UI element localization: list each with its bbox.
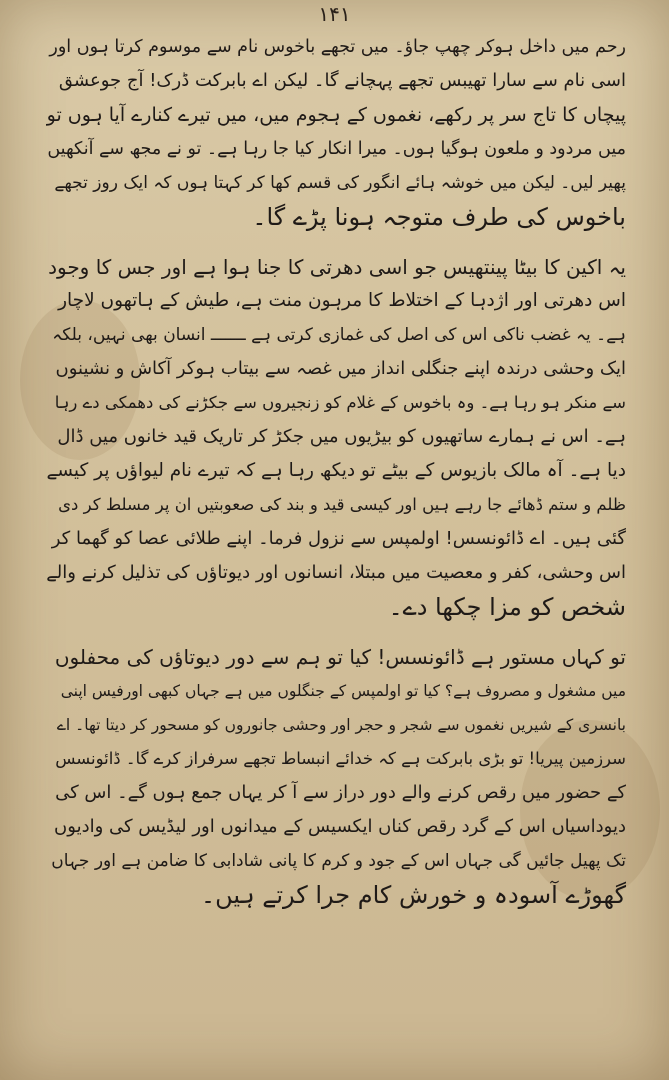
text-line: شخص کو مزا چکھا دے۔: [388, 593, 626, 621]
text-line: ہے۔ یہ غضب ناکی اس کی اصل کی غمازی کرتی ہے ـــــــ انسان بھی نہیں، بلکہ: [52, 325, 626, 345]
paragraph: [46, 640, 626, 912]
text-line: پیچاں کا تاج سر پر رکھے، نغموں کے ہجوم میں، میں تیرے کنارے آیا ہوں تو: [46, 104, 626, 126]
text-line: سے منکر ہو رہا ہے۔ وہ باخوس کے غلام کو زنجیروں سے جکڑنے کی دھمکی دے رہا: [54, 393, 626, 412]
text-line: اسی نام سے سارا تھیبس تجھے پہچانے گا۔ لیکن اے بابرکت ڈرک! آج جوعشق: [58, 70, 626, 91]
text-line: گھوڑے آسودہ و خورش کام جرا کرتے ہیں۔: [201, 881, 626, 909]
text-line: کے حضور میں رقص کرنے والے دور دراز سے آ کر یہاں جمع ہوں گے۔ اس کی: [55, 782, 626, 803]
text-line: یہ اکین کا بیٹا پینتھیس جو اسی دھرتی کا جنا ہوا ہے اور جس کا وجود: [48, 255, 626, 279]
text-line: اس دھرتی اور اژدہا کے اختلاط کا مرہون منت ہے، طیش کے ہاتھوں لاچار: [58, 290, 626, 311]
text-line: اس وحشی، کفر و معصیت میں مبتلا، انسانوں اور دیوتاؤں کی تذلیل کرنے والے: [46, 562, 626, 583]
text-line: دیا ہے۔ آہ مالک بازیوس کے بیٹے تو دیکھ رہا ہے کہ تیرے نام لیواؤں پر کیسے: [46, 460, 626, 481]
text-line: رحم میں داخل ہوکر چھپ جاؤ۔ میں تجھے باخوس نام سے موسوم کرتا ہوں اور: [49, 37, 626, 57]
text-line: دیوداسیاں اس کے گرد رقص کناں ایکسیس کے میدانوں اور لیڈیس کی وادیوں: [54, 816, 626, 837]
text-line: ایک وحشی درندہ اپنے جنگلی انداز میں غصہ سے بیتاب ہوکر آکاش و نشینوں: [55, 358, 626, 379]
text-line: سرزمین پیریا! تو بڑی بابرکت ہے کہ خدائے انبساط تجھے سرفراز کرے گا۔ ڈائونسس: [55, 749, 626, 768]
text-line: پھیر لیں۔ لیکن میں خوشہ ہائے انگور کی قسم کھا کر کہتا ہوں کہ ایک روز تجھے: [54, 173, 626, 193]
text-line: تک پھیل جائیں گی جہاں اس کے جود و کرم کا پانی شادابی کا ضامن ہے اور جہاں: [51, 851, 626, 871]
paragraph: [46, 30, 626, 234]
text-line: تو کہاں مستور ہے ڈائونسس! کیا تو ہم سے دور دیوتاؤں کی محفلوں: [54, 645, 626, 669]
text-line: ہے۔ اس نے ہمارے ساتھیوں کو بیڑیوں میں جکڑ کر تاریک قید خانوں میں ڈال: [57, 426, 626, 447]
text-line: میں مردود و ملعون ہوگیا ہوں۔ میرا انکار کیا جا رہا ہے۔ تو نے مجھ سے آنکھیں: [47, 139, 626, 159]
text-line: بانسری کے شیریں نغموں سے شجر و حجر اور وحشی جانوروں کو مسحور کر دیتا تھا۔ اے: [56, 716, 626, 734]
page-number: ۱۴۱: [318, 2, 351, 26]
text-line: گئی ہیں۔ اے ڈائونسس! اولمپس سے نزول فرما۔ اپنے طلائی عصا کو گھما کر: [51, 528, 626, 549]
text-line: باخوس کی طرف متوجہ ہونا پڑے گا۔: [252, 203, 626, 231]
paragraph: [46, 250, 626, 624]
text-line: ظلم و ستم ڈھائے جا رہے ہیں اور کیسی قید و بند کی صعوبتیں ان پر مسلط کر دی: [58, 495, 626, 514]
page-body-text: [46, 30, 626, 912]
text-line: میں مشغول و مصروف ہے؟ کیا تو اولمپس کے جنگلوں میں ہے جہاں کبھی اورفیس اپنی: [60, 682, 626, 700]
